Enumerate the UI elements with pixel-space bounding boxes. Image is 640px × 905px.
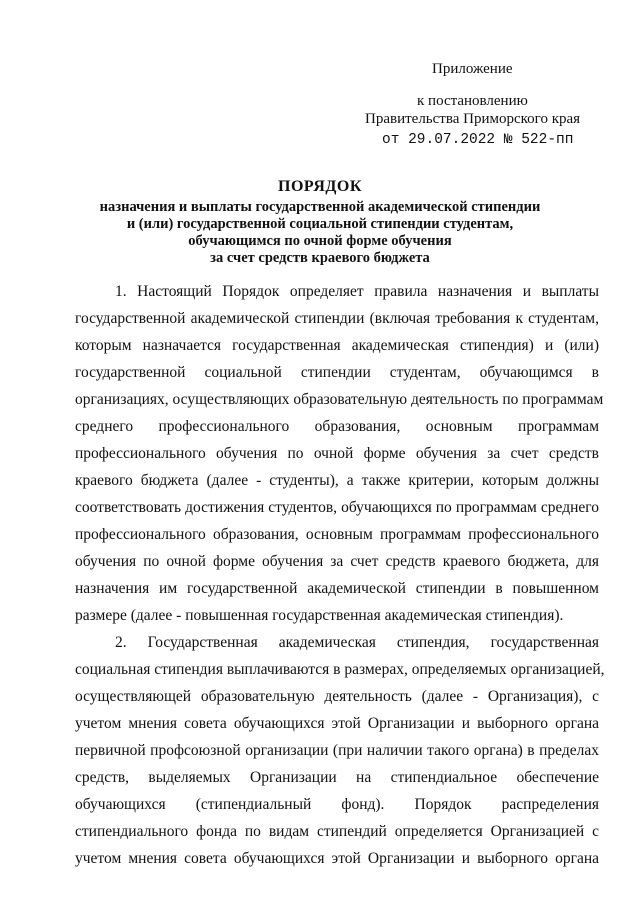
paragraph-line: назначения им государственной академической стипендии в повышенном: [75, 580, 599, 597]
appendix-label: Приложение: [432, 61, 513, 77]
paragraph-line: стипендиального фонда по видам стипендий определяется Организацией с: [75, 823, 599, 840]
paragraph-line: обучающихся (стипендиальный фонд). Порядок распределения: [75, 796, 599, 813]
paragraph-line: средств, выделяемых Организации на стипендиальное обеспечение: [75, 769, 599, 786]
paragraph-line: краевого бюджета (далее - студенты), а также критерии, которым должны: [75, 472, 599, 489]
paragraph-line: государственной академической стипендии (включая требования к студентам,: [75, 310, 599, 327]
document-title: ПОРЯДОК: [278, 178, 362, 195]
paragraph-line: социальная стипендия выплачиваются в размерах, определяемых организацией,: [75, 661, 605, 678]
title-line: и (или) государственной социальной стипендии студентам,: [126, 216, 514, 232]
paragraph-line: учетом мнения совета обучающихся этой Организации и выборного органа: [75, 715, 599, 732]
paragraph-line: профессионального образования, основным программам профессионального: [75, 526, 599, 543]
paragraph-line: учетом мнения совета обучающихся этой Организации и выборного органа: [75, 850, 599, 867]
paragraph-line: соответствовать достижения студентов, обучающихся по программам среднего: [75, 499, 599, 516]
paragraph-line: 2. Государственная академическая стипендия, государственная: [115, 634, 599, 651]
title-line: за счет средств краевого бюджета: [210, 250, 430, 266]
paragraph-line: которым назначается государственная академическая стипендия) и (или): [75, 337, 599, 354]
title-line: обучающимся по очной форме обучения: [188, 233, 452, 249]
government-name: Правительства Приморского края: [365, 111, 581, 127]
title-line: назначения и выплаты государственной академической стипендии: [99, 199, 541, 215]
paragraph-line: организациях, осуществляющих образовательную деятельность по программам: [75, 391, 604, 408]
paragraph-line: первичной профсоюзной организации (при наличии такого органа) в пределах: [75, 742, 599, 759]
paragraph-line: профессионального обучения по очной форме обучения за счет средств: [75, 445, 599, 462]
resolution-reference: к постановлению: [417, 93, 528, 109]
paragraph-line: обучения по очной форме обучения за счет средств краевого бюджета, для: [75, 553, 599, 570]
paragraph-line: среднего профессионального образования, основным программам: [75, 418, 599, 435]
paragraph-line: 1. Настоящий Порядок определяет правила назначения и выплаты: [115, 283, 599, 300]
paragraph-line: размере (далее - повышенная государственная академическая стипендия).: [75, 607, 564, 624]
paragraph-line: осуществляющей образовательную деятельность (далее - Организация), с: [75, 688, 599, 705]
resolution-date-number: от 29.07.2022 № 522-пп: [382, 132, 574, 148]
paragraph-line: государственной социальной стипендии студентам, обучающимся в: [75, 364, 599, 381]
